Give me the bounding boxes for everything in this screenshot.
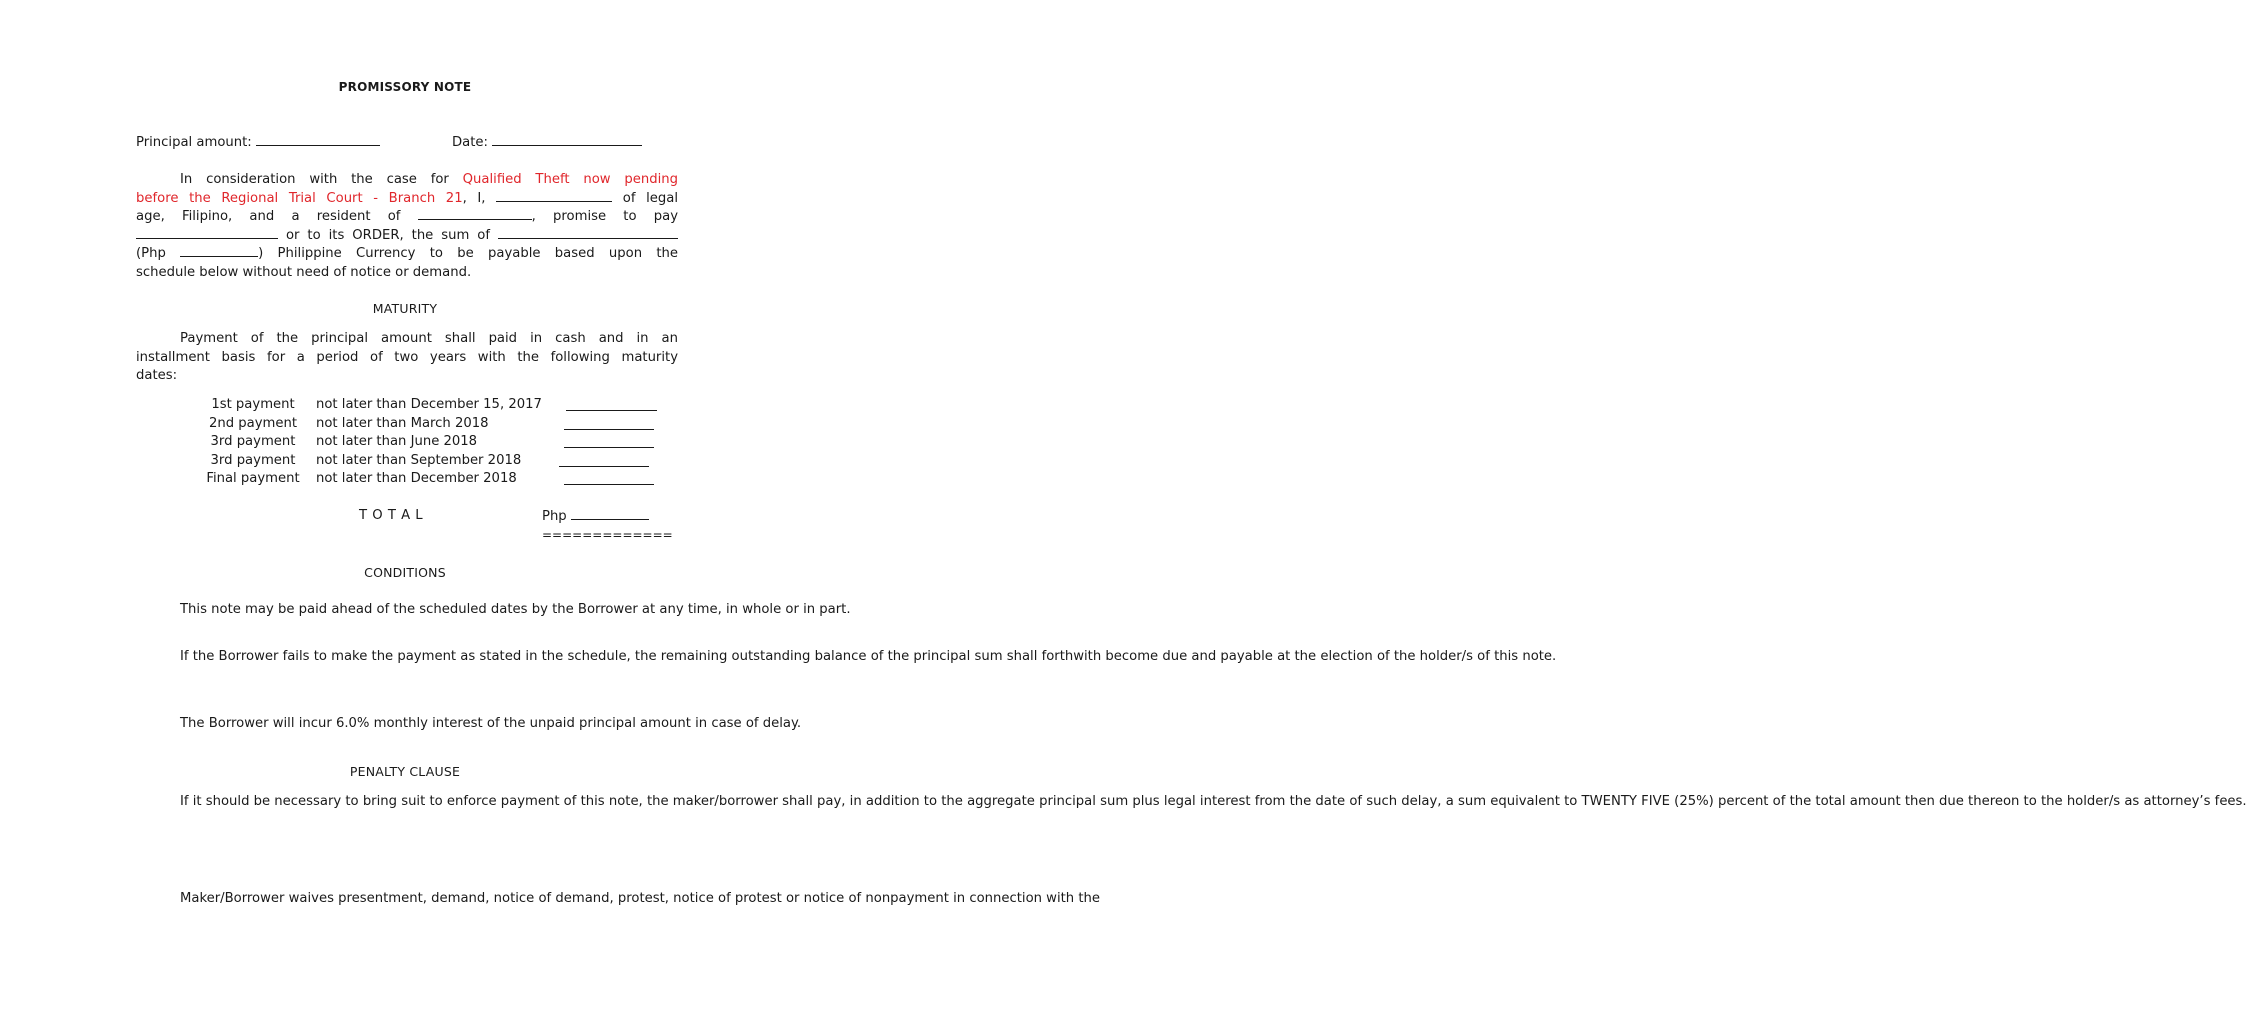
- sum-in-words-blank[interactable]: [498, 227, 678, 239]
- maturity-line-3: dates:: [136, 368, 178, 384]
- date-line: [452, 134, 642, 150]
- payment-date: not later than September 2018: [316, 452, 522, 468]
- payment-label: 1st payment: [211, 397, 295, 412]
- penalty-text-2: Maker/Borrower waives presentment, demand, notice of demand, protest, notice of protest or notice of nonpayment in connection with the: [180, 891, 1100, 906]
- penalty-text-1: If it should be necessary to bring suit to enforce payment of this note, the maker/borrower shall pay, in addition to the aggregate principal sum plus legal interest from the date of such delay, a sum equivalent to TWENTY FIVE (25%) percent of the total amount then due thereon to the holder/s as attorney’s fees.: [180, 794, 2247, 809]
- conditions-paragraph-2: [136, 648, 1557, 667]
- conditions-paragraph-1: [136, 601, 851, 620]
- payment-label: 2nd payment: [208, 415, 298, 431]
- residence-blank[interactable]: [418, 208, 532, 220]
- principal-amount-label: Principal amount:: [136, 135, 252, 150]
- penalty-clause-heading: PENALTY CLAUSE: [349, 764, 461, 779]
- maturity-paragraph: [136, 330, 678, 386]
- payment-label: Final payment: [206, 471, 300, 487]
- payee-blank[interactable]: [136, 227, 278, 239]
- penalty-paragraph-2: [136, 890, 1100, 909]
- payment-date: not later than December 2018: [316, 471, 517, 487]
- principal-amount-line: [136, 134, 380, 150]
- intro-text-3: of legal: [612, 190, 678, 206]
- conditions-text-2: If the Borrower fails to make the payment as stated in the schedule, the remaining outstanding balance of the principal sum shall forthwith become due and payable at the election of the holder/s of this note.: [180, 649, 1557, 664]
- sum-in-figures-blank[interactable]: [180, 245, 258, 257]
- total-amount-blank[interactable]: [571, 508, 649, 520]
- total-double-rule: =============: [542, 528, 673, 542]
- maturity-line-2: installment basis for a period of two years with the following maturity: [136, 349, 678, 365]
- intro-text-6: or to its ORDER, the sum of: [278, 227, 498, 243]
- intro-text-7: (Php: [136, 246, 181, 262]
- date-blank[interactable]: [492, 134, 642, 146]
- payment-amount-blank[interactable]: [566, 410, 657, 411]
- payment-amount-blank[interactable]: [564, 484, 654, 485]
- borrower-name-blank[interactable]: [496, 190, 612, 202]
- conditions-text-1: This note may be paid ahead of the scheduled dates by the Borrower at any time, in whole or in part.: [180, 602, 851, 617]
- maturity-heading: MATURITY: [372, 301, 438, 316]
- case-title-red-2: before the Regional Trial Court - Branch 21: [136, 190, 463, 206]
- intro-text-4: age, Filipino, and a resident of: [136, 209, 418, 225]
- intro-text-2: , I,: [462, 190, 497, 206]
- date-label: Date:: [452, 135, 488, 150]
- conditions-text-3: The Borrower will incur 6.0% monthly interest of the unpaid principal amount in case of delay.: [180, 716, 802, 731]
- payment-date: not later than June 2018: [316, 434, 478, 450]
- payment-label: 3rd payment: [210, 434, 296, 450]
- intro-text-5: , promise to pay: [531, 209, 678, 225]
- conditions-paragraph-3: [136, 715, 802, 734]
- payment-date: not later than December 15, 2017: [316, 397, 542, 412]
- intro-text-9: schedule below without need of notice or demand.: [136, 264, 472, 280]
- payment-amount-blank[interactable]: [559, 466, 649, 467]
- intro-text-1: In consideration with the case for: [180, 172, 463, 187]
- payment-label: 3rd payment: [210, 452, 296, 468]
- document-title: PROMISSORY NOTE: [338, 80, 472, 94]
- intro-paragraph: [136, 171, 678, 283]
- principal-amount-blank[interactable]: [256, 134, 380, 146]
- conditions-heading: CONDITIONS: [364, 565, 446, 580]
- total-amount-line: [542, 508, 649, 524]
- penalty-paragraph-1: [136, 793, 2247, 812]
- payment-amount-blank[interactable]: [564, 447, 654, 448]
- payment-amount-blank[interactable]: [564, 429, 654, 430]
- intro-text-8: ) Philippine Currency to be payable based upon the: [258, 246, 678, 262]
- payment-date: not later than March 2018: [316, 415, 489, 431]
- total-currency: Php: [542, 509, 567, 524]
- case-title-red-1: Qualified Theft now pending: [462, 172, 678, 187]
- total-label: T O T A L: [359, 508, 424, 523]
- maturity-line-1: Payment of the principal amount shall paid in cash and in an: [180, 331, 678, 346]
